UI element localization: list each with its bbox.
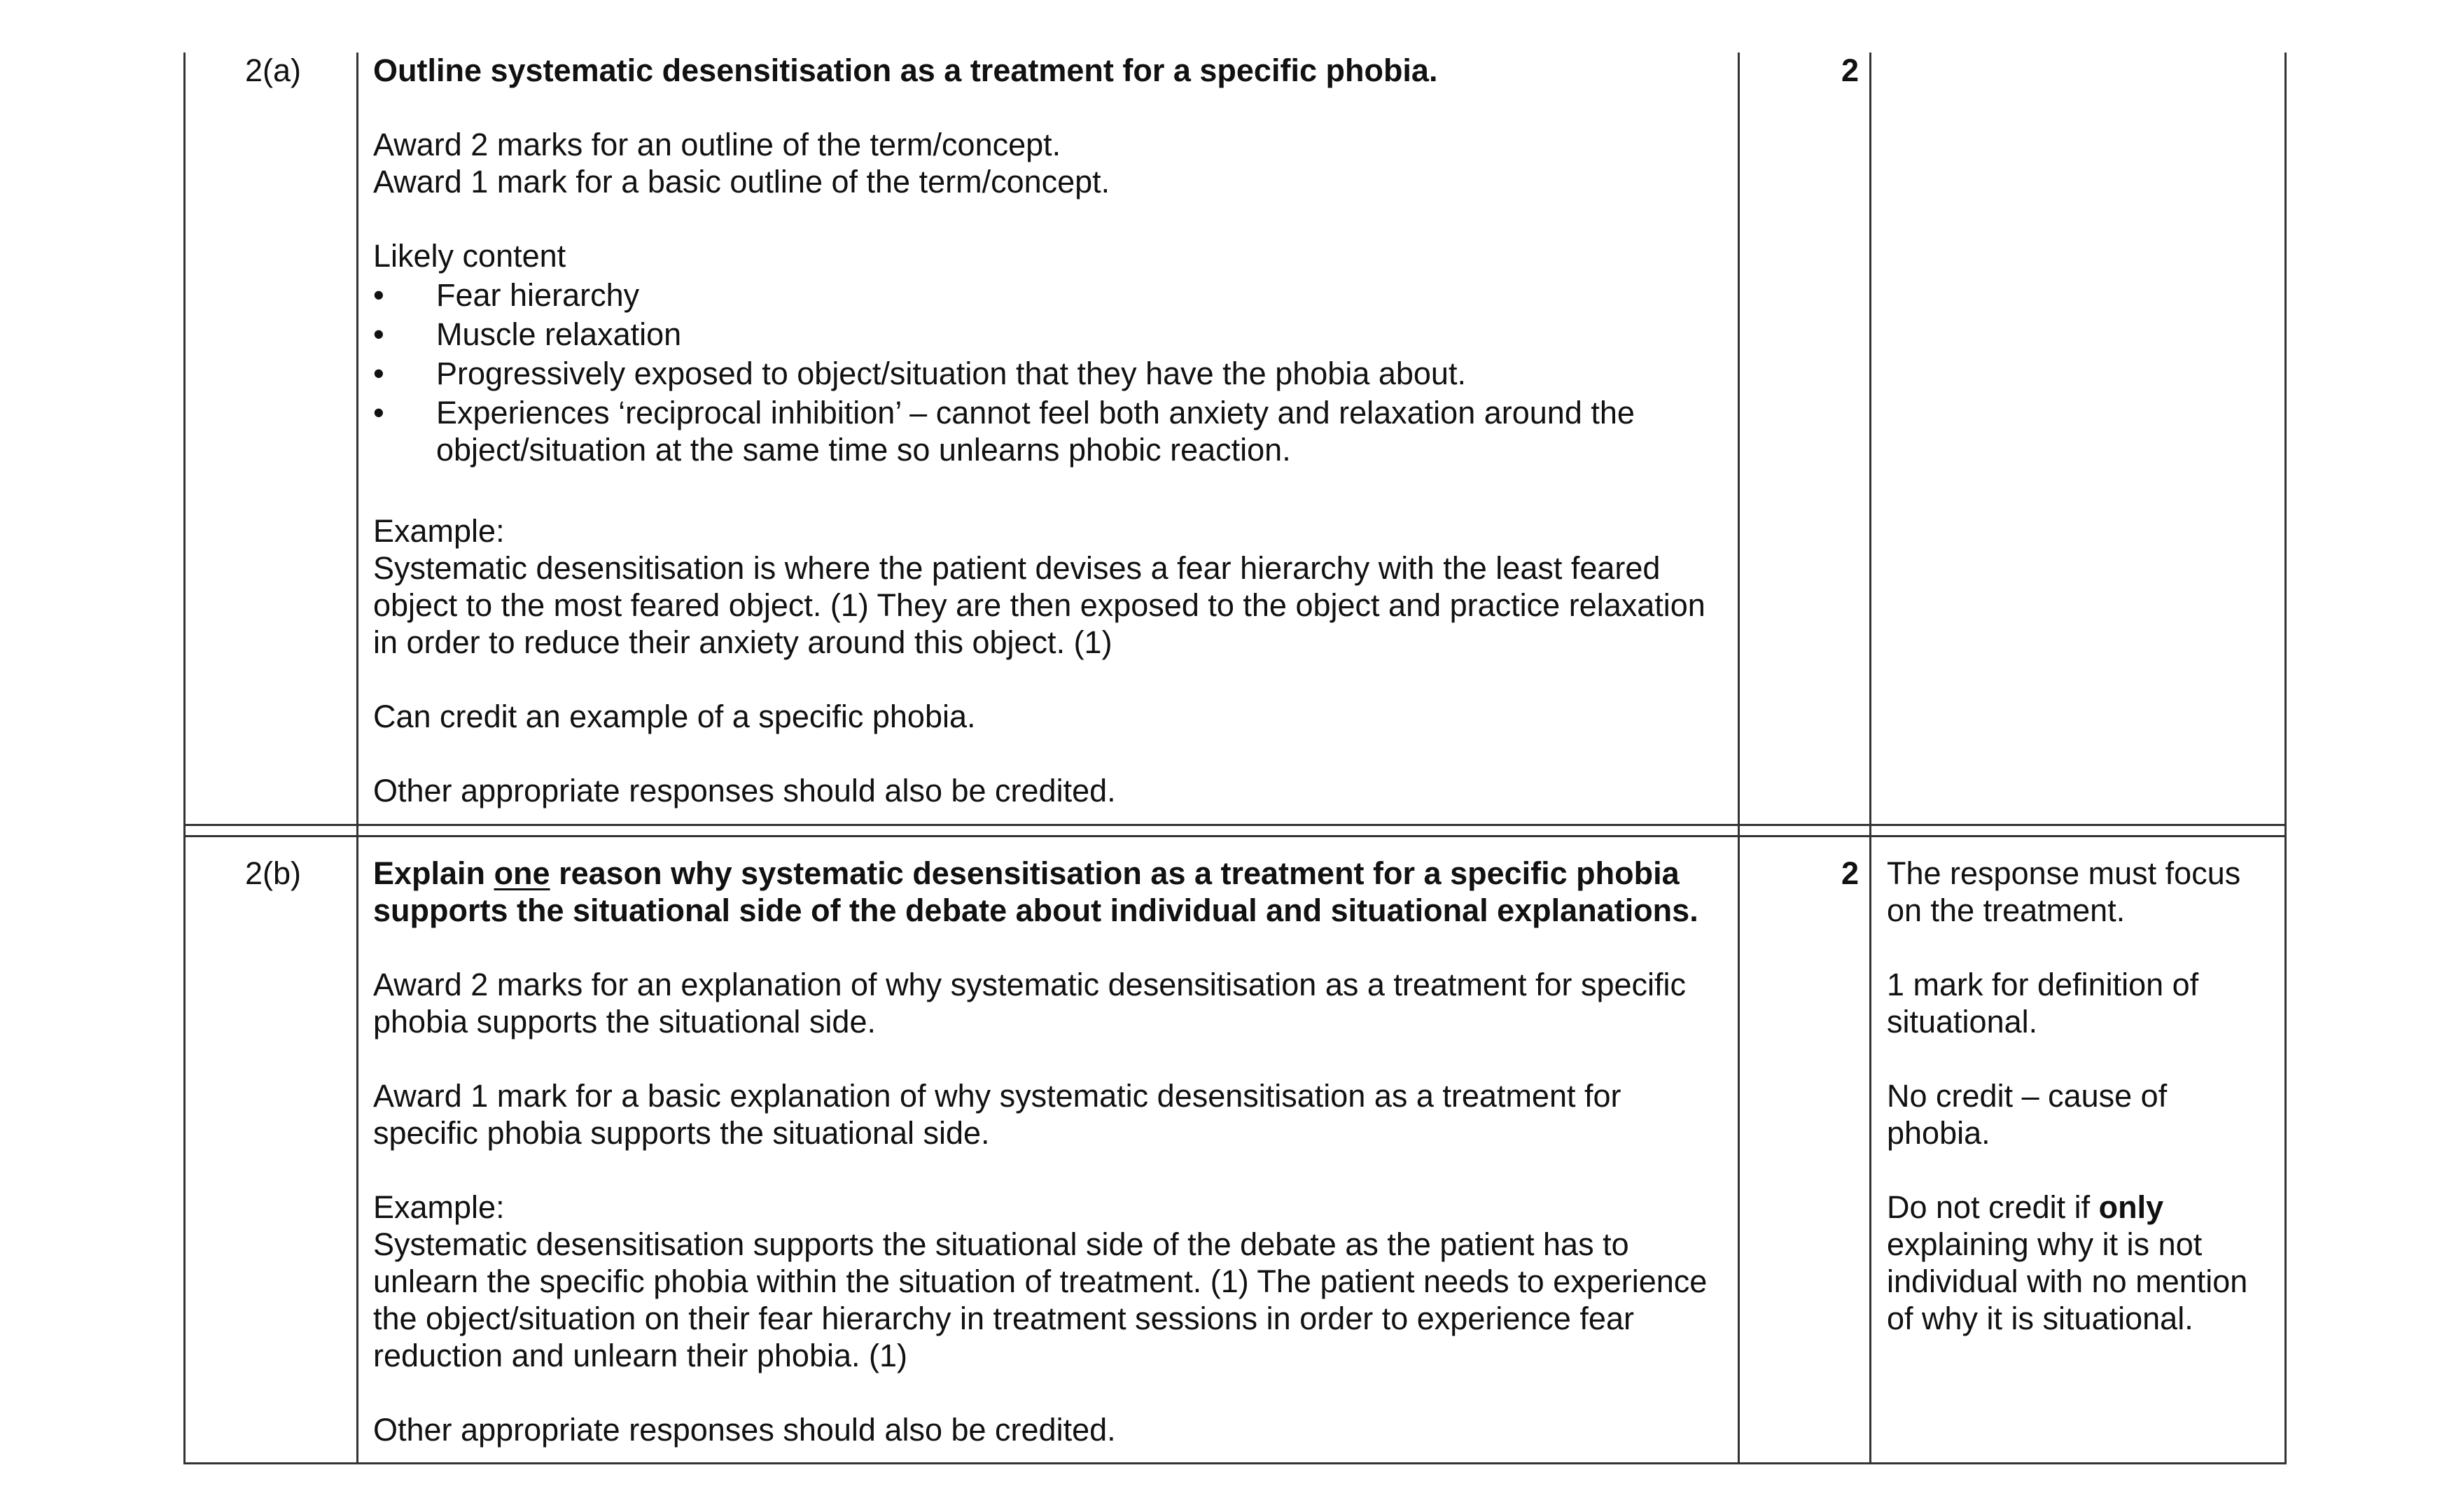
award-2-marks-2a: Award 2 marks for an outline of the term/concept. [373,127,1061,162]
guidance-cell-2b [1887,855,2279,1337]
likely-content-list [373,276,1728,468]
other-responses-2b: Other appropriate responses should also be credited. [373,1412,1116,1448]
question-text-2a: Outline systematic desensitisation as a treatment for a specific phobia. [373,52,1438,88]
bullet-icon: • [373,395,384,430]
guidance-do-not-credit: Do not credit if only explaining why it is not individual with no mention of why it is situational. [1887,1189,2248,1336]
credit-example-note: Can credit an example of a specific phobia. [373,699,976,734]
column-divider-number [356,52,358,1463]
marks-2a: 2 [1841,52,1859,88]
marks-2b: 2 [1841,855,1859,891]
guidance-definition: 1 mark for definition of situational. [1887,967,2199,1040]
example-text-2a: Systematic desensitisation is where the patient devises a fear hierarchy with the least feared object to the most feared object. (1) They are then exposed to the object and practice relaxation in order to reduce their anxiety around this object. (1) [373,550,1705,660]
bullet-icon: • [373,356,384,391]
row-separator-top [183,824,2287,826]
column-divider-marks [1869,52,1871,1463]
list-item: • Progressively exposed to object/situation that they have the phobia about. [373,356,1466,391]
question-number-2a: 2(a) [244,52,301,88]
question-number-2b: 2(b) [244,855,301,891]
table-right-border [2284,52,2287,1463]
award-1-mark-2b: Award 1 mark for a basic explanation of why systematic desensitisation as a treatment for specific phobia supports the situational side. [373,1078,1621,1151]
example-heading-2b: Example: [373,1189,505,1225]
answer-cell-2b [373,855,1728,1448]
question-emphasis-one: one [494,855,550,891]
guidance-no-credit: No credit – cause of phobia. [1887,1078,2168,1151]
table-left-border [183,52,186,1463]
column-divider-answer [1738,52,1740,1463]
example-text-2b: Systematic desensitisation supports the situational side of the debate as the patient has to unlearn the specific phobia within the situation of treatment. (1) The patient needs to experience the object/situation on their fear hierarchy in treatment sessions in order to experience fear reduction and unlearn their phobia. (1) [373,1226,1708,1373]
guidance-emphasis-only: only [2098,1189,2164,1225]
list-item: • Fear hierarchy [373,277,640,313]
row-separator-bottom [183,835,2287,837]
list-item: • Muscle relaxation [373,316,682,352]
other-responses-2a: Other appropriate responses should also be credited. [373,773,1116,808]
likely-content-heading: Likely content [373,238,566,274]
bullet-icon: • [373,277,384,313]
list-item: • Experiences ‘reciprocal inhibition’ – cannot feel both anxiety and relaxation around the object/situation at the same time so unlearns phobic reaction. [373,395,1635,468]
award-2-marks-2b: Award 2 marks for an explanation of why systematic desensitisation as a treatment for specific phobia supports the situational side. [373,967,1687,1040]
award-1-mark-2a: Award 1 mark for a basic outline of the term/concept. [373,164,1110,200]
table-bottom-border [183,1462,2287,1464]
bullet-icon: • [373,316,384,352]
question-text-2b: Explain one reason why systematic desensitisation as a treatment for a specific phobia supports the situational side of the debate about individual and situational explanations. [373,855,1698,928]
answer-cell-2a [373,52,1728,809]
example-heading-2a: Example: [373,513,505,549]
guidance-focus: The response must focus on the treatment. [1887,855,2241,928]
